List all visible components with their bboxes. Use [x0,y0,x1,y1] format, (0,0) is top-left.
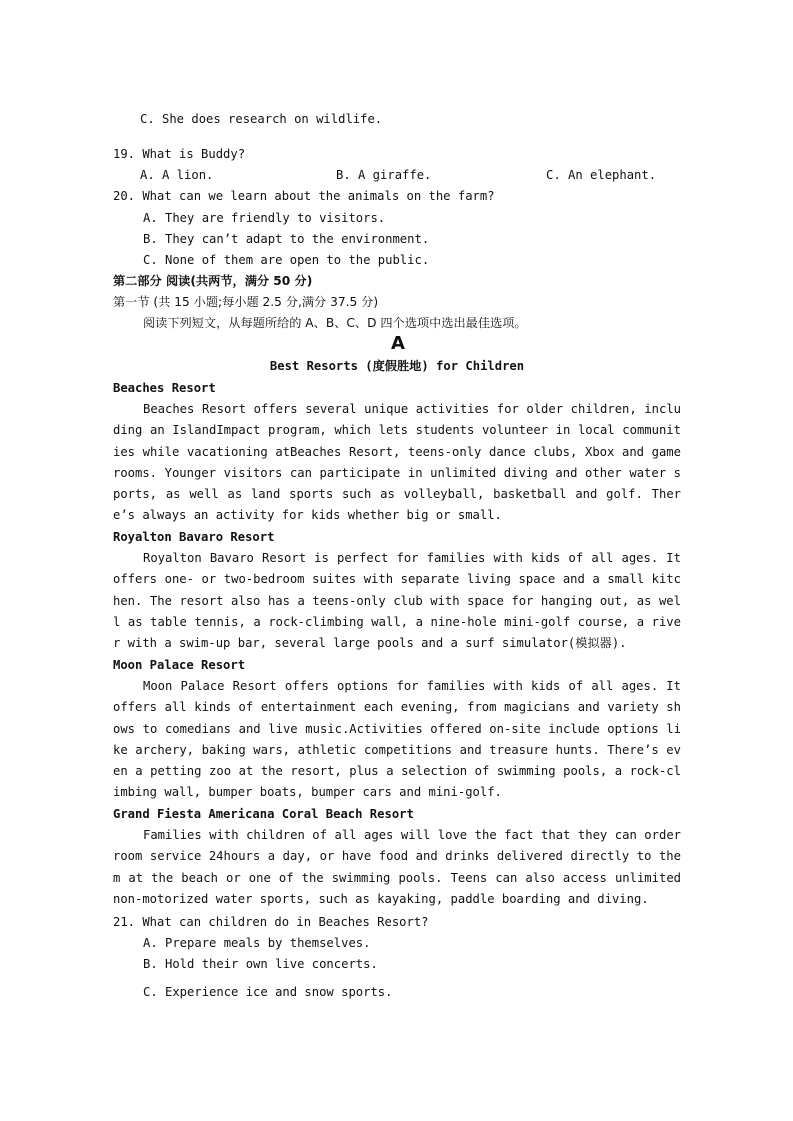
resort-name-beaches: Beaches Resort [113,381,216,395]
q18-option-c: C. She does research on wildlife. [140,112,383,126]
passage-title: Best Resorts (度假胜地) for Children [269,359,525,373]
q20-option-c: C. None of them are open to the public. [143,253,430,267]
q21-stem: 21. What can children do in Beaches Resort? [113,915,429,929]
q19-option-a: A. A lion. [140,168,214,182]
resort-name-moon-palace: Moon Palace Resort [113,658,246,672]
part2-title: 第二部分 阅读(共两节，满分 50 分) [113,274,313,288]
q20-option-b: B. They can’t adapt to the environment. [143,232,430,246]
q21-option-c: C. Experience ice and snow sports. [143,985,393,999]
q20-option-a: A. They are friendly to visitors. [143,211,386,225]
section1-title: 第一节 (共 15 小题;每小题 2.5 分,满分 37.5 分) [113,295,379,309]
q21-option-b: B. Hold their own live concerts. [143,957,378,971]
q19-option-c: C. An elephant. [546,168,657,182]
resort-text-moon-palace: Moon Palace Resort offers options for families with kids of all ages. It offers all kinds of entertainment each evening, from magicians and variety shows to comedians and live music.Activities offered on-site include options like archery, baking wars, athletic competitions and treasure hunts. There’s even a petting zoo at the resort, plus a selection of swimming pools, a rock-climbing wall, bumper boats, bumper cars and mini-golf. [113,679,681,800]
instruction-text: 阅读下列短文，从每题所给的 A、B、C、D 四个选项中选出最佳选项。 [143,316,527,330]
q19-option-b: B. A giraffe. [336,168,432,182]
resort-text-royalton: Royalton Bavaro Resort is perfect for families with kids of all ages. It offers one- or two-bedroom suites with separate living space and a small kitchen. The resort also has a teens-only club with space for hanging out, as well as table tennis, a rock-climbing wall, a nine-hole mini-golf course, a river with a swim-up bar, several large pools and a surf simulator(模拟器). [113,551,681,651]
resort-name-royalton: Royalton Bavaro Resort [113,530,275,544]
q19-stem: 19. What is Buddy? [113,147,246,161]
q20-stem: 20. What can we learn about the animals on the farm? [113,189,495,203]
passage-letter: A [391,333,405,354]
resort-name-grand-fiesta: Grand Fiesta Americana Coral Beach Resort [113,807,414,821]
resort-text-grand-fiesta: Families with children of all ages will love the fact that they can order room service 24hours a day, or have food and drinks delivered directly to them at the beach or one of the swimming pools. Teens can also access unlimited non-motorized water sports, such as kayaking, paddle boarding and diving. [113,828,681,906]
q21-option-a: A. Prepare meals by themselves. [143,936,371,950]
resort-text-beaches: Beaches Resort offers several unique activities for older children, including an IslandImpact program, which lets students volunteer in local communities while vacationing atBeaches Resort, teens-only dance clubs, Xbox and game rooms. Younger visitors can participate in unlimited diving and other water sports, as well as land sports such as volleyball, basketball and golf. There’s always an activity for kids whether big or small. [113,402,681,523]
